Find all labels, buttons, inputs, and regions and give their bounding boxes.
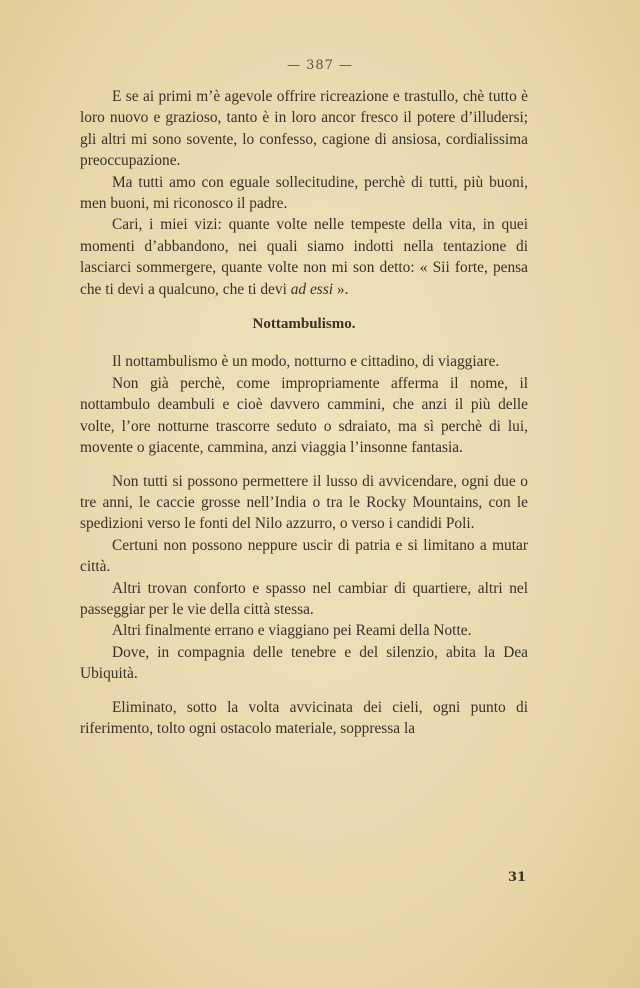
paragraph-5: Non già perchè, come impropriamente afferma il nome, il nottambulo deambuli e cioè davvero cammini, che anzi il più delle volte, l’ore notturne trascorre seduto o sdraiato, ma sì perchè di lui, movente o giacente, cammina, anzi viaggia l’insonne fantasia. [80, 374, 528, 457]
paragraph-11: Eliminato, sotto la volta avvicinata dei cieli, ogni punto di riferimento, tolto ogni ostacolo materiale, soppressa la [80, 698, 528, 737]
paragraph-3-text: Cari, i miei vizi: quante volte nelle tempeste della vita, in quei momenti d’abbandono, nei quali siamo indotti nella tentazione di lasciarci sommergere, quante volte non mi son detto: « Sii forte, pensa che ti devi a qualcuno, che ti devi [80, 216, 528, 298]
paragraph-4: Il nottambulismo è un modo, notturno e cittadino, di viaggiare. [112, 353, 500, 371]
paragraph-3 [80, 214, 528, 300]
section-title: Nottambulismo. [252, 316, 356, 333]
paragraph-7: Certuni non possono neppure uscir di patria e si limitano a mutar città. [80, 536, 528, 576]
page-header: — 387 — [286, 58, 354, 73]
paragraph-3-end: ». [333, 280, 349, 298]
paragraph-2: Ma tutti amo con eguale sollecitudine, perchè di tutti, più buoni, men buoni, mi riconosco il padre. [80, 173, 528, 213]
paragraph-6: Non tutti si possono permettere il lusso di avvicendare, ogni due o tre anni, le caccie grosse nell’India o tra le Rocky Mountains, con le spedizioni verso le fonti del Nilo azzurro, o verso i candidi Poli. [80, 472, 528, 533]
paragraph-1: E se ai primi m’è agevole offrire ricreazione e trastullo, chè tutto è loro nuovo e grazioso, tanto è in loro ancor fresco il potere d’illudersi; gli altri mi sono sovente, lo confesso, cagione di ansiosa, cordialissima preoccupazione. [80, 88, 528, 170]
paragraph-3-italic: ad essi [290, 280, 334, 298]
paragraph-gap [80, 685, 528, 697]
paragraph-gap [80, 459, 528, 471]
paragraph-8: Altri trovan conforto e spasso nel cambiar di quartiere, altri nel passeggiar per le vie della città stessa. [80, 579, 528, 618]
body-text [80, 86, 528, 739]
folio-signature: 31 [508, 870, 527, 885]
paragraph-10: Dove, in compagnia delle tenebre e del silenzio, abita la Dea Ubiquità. [80, 643, 528, 683]
paragraph-9: Altri finalmente errano e viaggiano pei Reami della Notte. [112, 622, 472, 640]
